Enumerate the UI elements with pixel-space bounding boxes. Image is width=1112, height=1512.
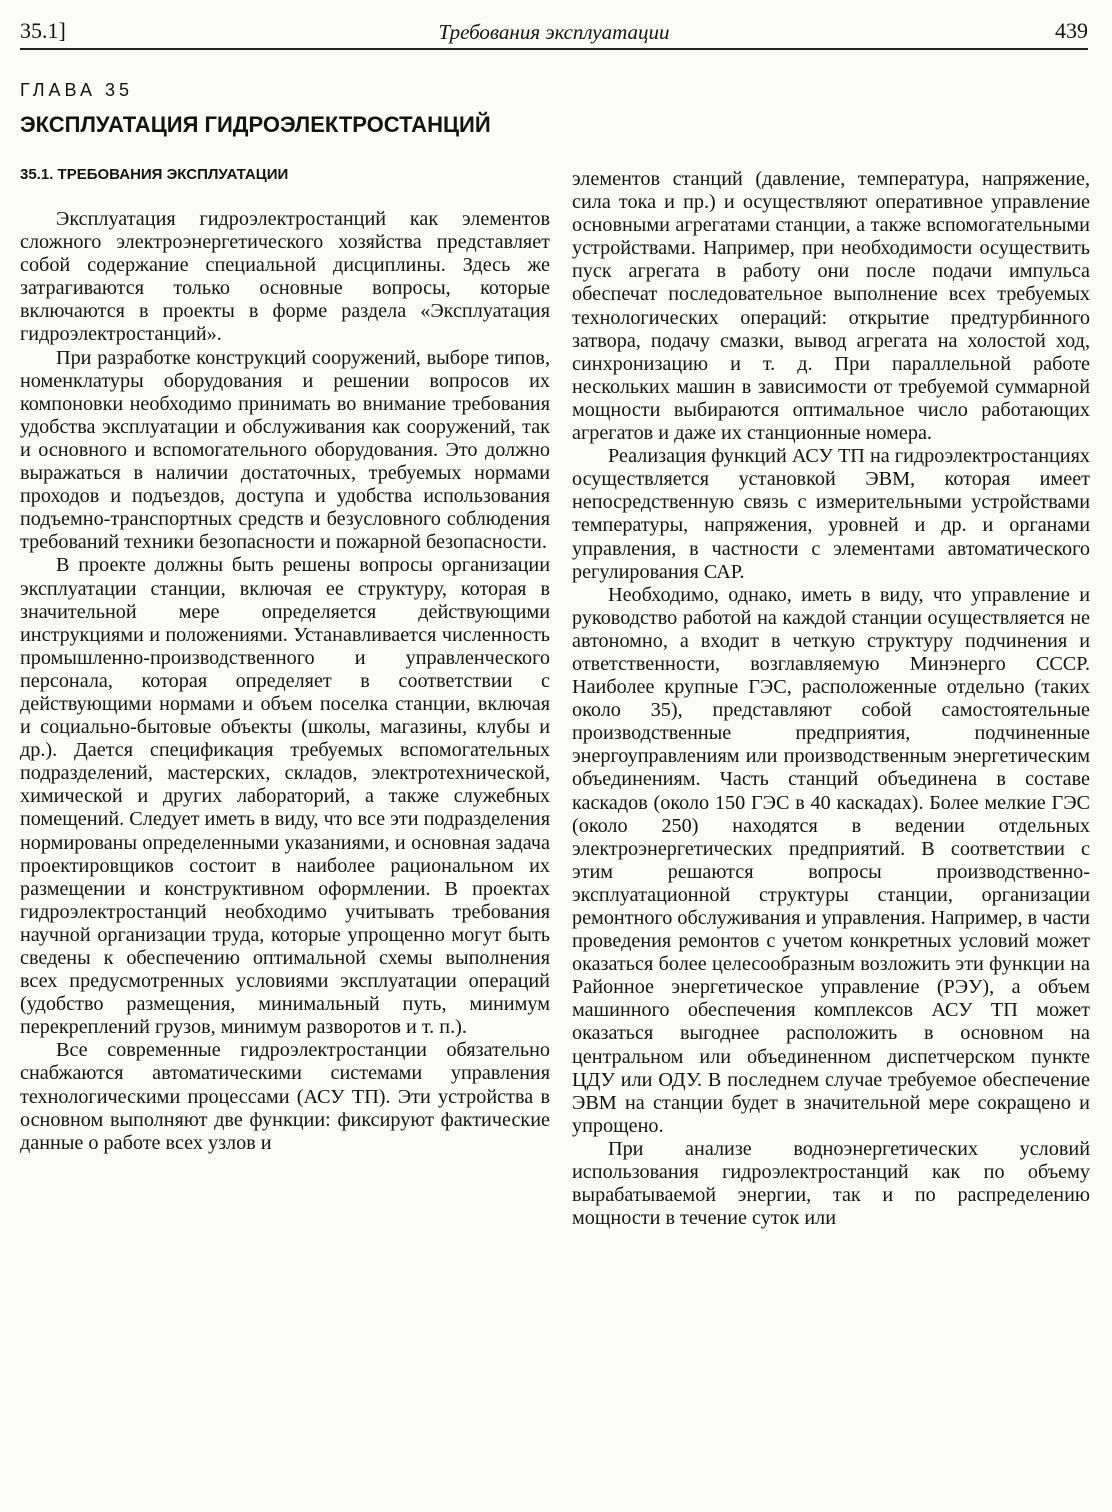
section-reference: 35.1]	[20, 18, 66, 43]
running-title: Требования эксплуатации	[438, 20, 670, 44]
page-number: 439	[1055, 18, 1088, 43]
right-column	[572, 168, 1090, 1230]
paragraph: В проекте должны быть решены вопросы организации эксплуатации станции, включая ее структуру, которая в значительной мере определяется действующими инструкциями и положениями. Устанавливается численность промышленно-производственного и управленческого персонала, которая определяет в соответствии с действующими нормами и объем поселка станции, включая и социально-бытовые объекты (школы, магазины, клубы и др.). Дается спецификация требуемых вспомогательных подразделений, мастерских, складов, электротехнической, химической и других лабораторий, а также служебных помещений. Следует иметь в виду, что все эти подразделения нормированы определенными указаниями, и основная задача проектировщиков состоит в наиболее рациональном их размещении и конструктивном оформлении. В проектах гидроэлектростанций необходимо учитывать требования научной организации труда, которые упрощенно могут быть сведены к обеспечению оптимальной схемы выполнения всех предусмотренных условиями эксплуатации операций (удобство размещения, минимальный путь, минимум перекреплений грузов, минимум разворотов и т. п.).	[20, 554, 550, 1039]
paragraph: Все современные гидроэлектростанции обязательно снабжаются автоматическими системами управления технологическими процессами (АСУ ТП). Эти устройства в основном выполняют две функции: фиксируют фактические данные о работе всех узлов и	[20, 1039, 550, 1154]
paragraph: При анализе водноэнергетических условий использования гидроэлектростанций как по объему вырабатываемой энергии, так и по распределению мощности в течение суток или	[572, 1137, 1090, 1230]
section-title: 35.1. ТРЕБОВАНИЯ ЭКСПЛУАТАЦИИ	[20, 166, 289, 183]
chapter-title: ЭКСПЛУАТАЦИЯ ГИДРОЭЛЕКТРОСТАНЦИЙ	[20, 112, 491, 137]
paragraph-continued: элементов станций (давление, температура, напряжение, сила тока и пр.) и осуществляют оперативное управление основными агрегатами станции, а также вспомогательными устройствами. Например, при необходимости осуществить пуск агрегата в работу они после подачи импульса обеспечат последовательное выполнение всех требуемых технологических операций: открытие предтурбинного затвора, подачу смазки, вывод агрегата на холостой ход, синхронизацию и т. д. При параллельной работе нескольких машин в зависимости от требуемой суммарной мощности выбираются оптимальное число работающих агрегатов и даже их станционные номера.	[572, 168, 1090, 445]
chapter-label: ГЛАВА 35	[20, 80, 133, 100]
paragraph: Реализация функций АСУ ТП на гидроэлектростанциях осуществляется установкой ЭВМ, которая имеет непосредственную связь с измерительными устройствами температуры, напряжения, уровней и др. и органами управления, в частности с элементами автоматического регулирования САР.	[572, 445, 1090, 583]
paragraph: При разработке конструкций сооружений, выборе типов, номенклатуры оборудования и решении вопросов их компоновки необходимо принимать во внимание требования удобства эксплуатации и обслуживания как сооружений, так и основного и вспомогательного оборудования. Это должно выражаться в наличии достаточных, требуемых нормами проходов и подъездов, доступа и удобства использования подъемно-транспортных средств и безусловного соблюдения требований техники безопасности и пожарной безопасности.	[20, 346, 550, 554]
running-header	[20, 14, 1088, 50]
left-column	[20, 208, 550, 1155]
paragraph: Необходимо, однако, иметь в виду, что управление и руководство работой на каждой станции осуществляется не автономно, а входит в четкую структуру подчинения и ответственности, возглавляемую Минэнерго СССР. Наиболее крупные ГЭС, расположенные отдельно (таких около 35), представляют собой самостоятельные производственные предприятия, подчиненные энергоуправлениям или производственным энергетическим объединениям. Часть станций объединена в составе каскадов (около 150 ГЭС в 40 каскадах). Более мелкие ГЭС (около 250) находятся в ведении отдельных электроэнергетических предприятий. В соответствии с этим решаются вопросы производственно-эксплуатационной структуры станции, организации ремонтного обслуживания и управления. Например, в части проведения ремонтов с учетом конкретных условий может оказаться более целесообразным возложить эти функции на Районное энергетическое управление (РЭУ), а объем машинного обеспечения комплексов АСУ ТП может оказаться выгоднее расположить в основном на центральном или объединенном диспетчерском пункте ЦДУ или ОДУ. В последнем случае требуемое обеспечение ЭВМ на станции будет в значительной мере сокращено и упрощено.	[572, 583, 1090, 1137]
paragraph: Эксплуатация гидроэлектростанций как элементов сложного электроэнергетического хозяйства представляет собой содержание специальной дисциплины. Здесь же затрагиваются только основные вопросы, которые включаются в проекты в форме раздела «Эксплуатация гидроэлектростанций».	[20, 208, 550, 346]
